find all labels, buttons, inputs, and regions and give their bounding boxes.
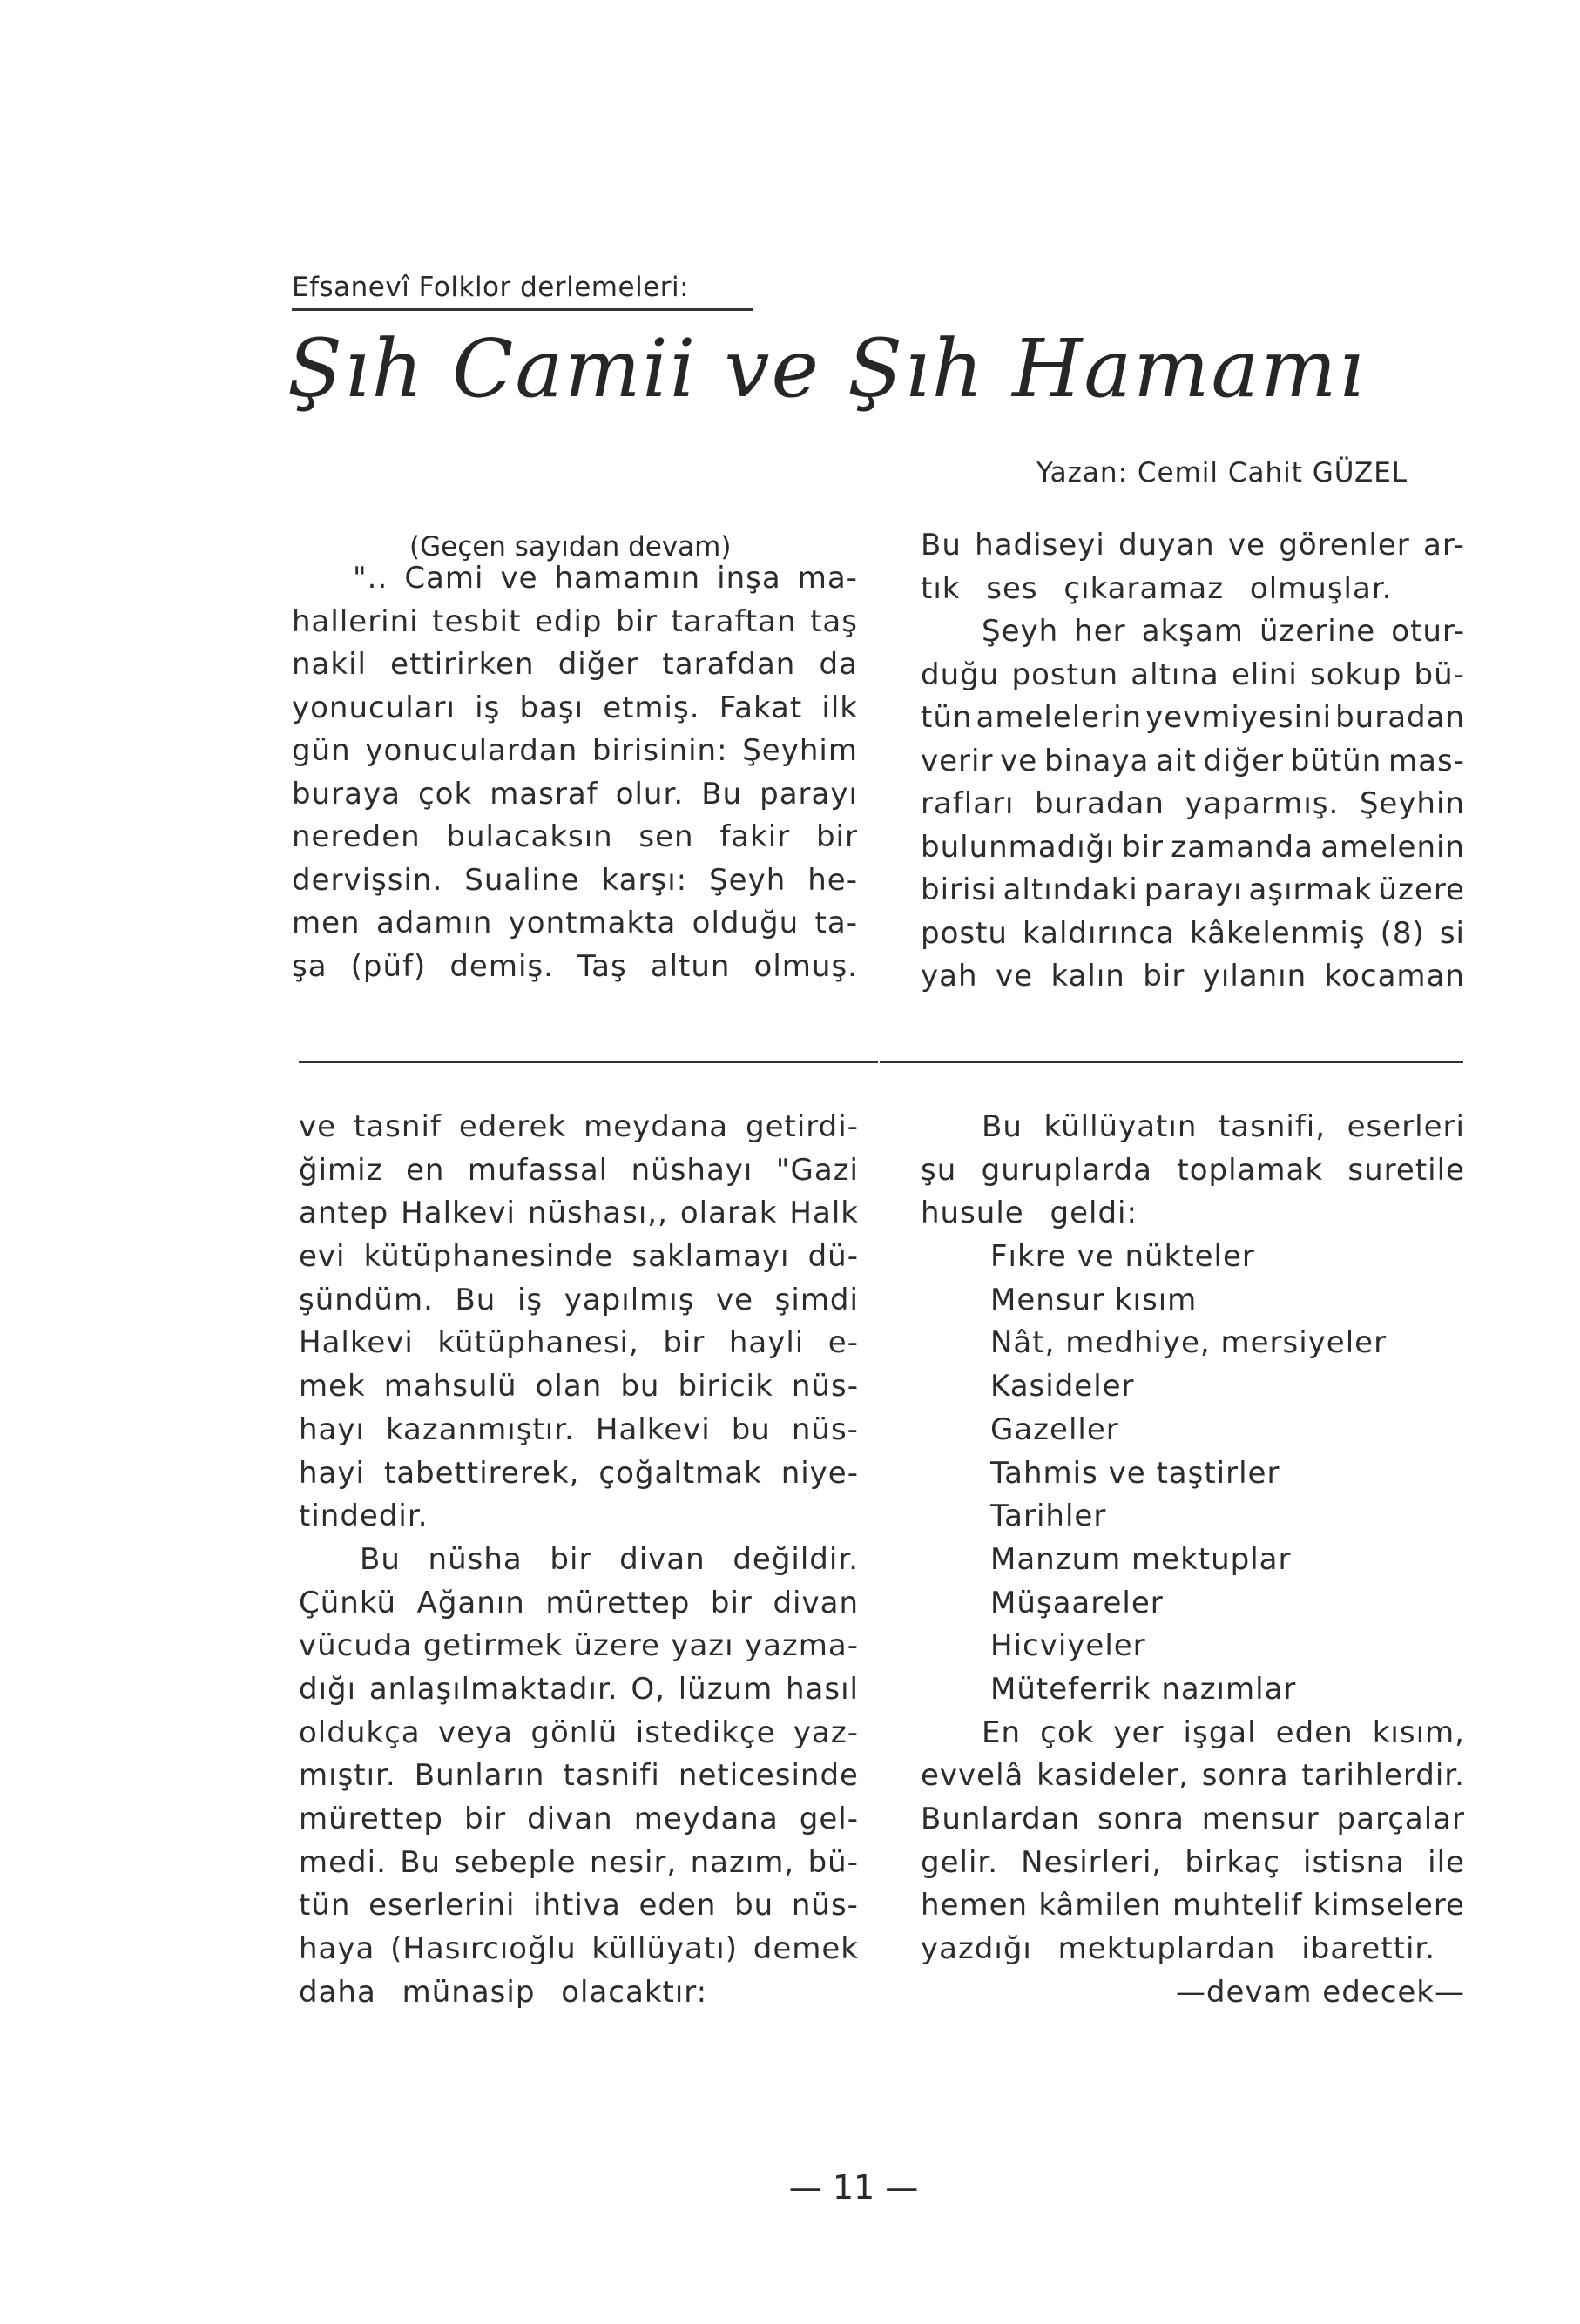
continued-marker: —devam edecek— bbox=[1175, 1974, 1465, 2010]
text-line: Halkevi kütüphanesi, bir hayli e- bbox=[299, 1325, 859, 1361]
text-line: evi kütüphanesinde saklamayı dü- bbox=[299, 1239, 859, 1275]
text-line: mürettep bir divan meydana gel- bbox=[299, 1802, 859, 1836]
list-item: Nât, medhiye, mersiyeler bbox=[990, 1325, 1388, 1361]
text-line: Bunlardan sonra mensur parçalar bbox=[921, 1802, 1465, 1836]
text-line: yazdığı mektuplardan ibarettir. bbox=[921, 1931, 1436, 1967]
text-line: Bu nüsha bir divan değildir. bbox=[360, 1541, 859, 1577]
text-line: buraya çok masraf olur. Bu parayı bbox=[292, 776, 858, 812]
text-line: ".. Cami ve hamamın inşa ma- bbox=[353, 561, 858, 596]
text-line: oldukça veya gönlü istedikçe yaz- bbox=[299, 1714, 859, 1750]
text-line: Şeyh her akşam üzerine otur- bbox=[982, 614, 1465, 649]
text-line: medi. Bu sebeple nesir, nazım, bü- bbox=[299, 1844, 859, 1880]
column-divider-rule-left bbox=[299, 1061, 878, 1063]
column-bottom-left bbox=[299, 1106, 859, 2014]
text-line: şa (püf) demiş. Taş altun olmuş. bbox=[292, 948, 858, 984]
author-line: Yazan: Cemil Cahit GÜZEL bbox=[1036, 457, 1408, 488]
column-bottom-right bbox=[921, 1106, 1465, 2014]
column-divider-rule-right bbox=[880, 1061, 1463, 1063]
text-line: duğu postun altına elini sokup bü- bbox=[921, 657, 1465, 692]
text-line: mıştır. Bunların tasnifi neticesinde bbox=[299, 1758, 859, 1794]
text-line: hallerini tesbit edip bir taraftan taş bbox=[292, 603, 858, 639]
list-item: Kasideler bbox=[990, 1369, 1135, 1405]
text-line: rafları buradan yaparmış. Şeyhin bbox=[921, 786, 1465, 821]
text-line: evvelâ kasideler, sonra tarihlerdir. bbox=[921, 1758, 1465, 1794]
text-line: yonucuları iş başı etmiş. Fakat ilk bbox=[292, 690, 858, 725]
text-line: mek mahsulü olan bu biricik nüs- bbox=[299, 1369, 859, 1405]
text-line: postu kaldırınca kâkelenmiş (8) si bbox=[921, 915, 1465, 951]
text-line: verir ve binaya ait diğer bütün mas- bbox=[921, 743, 1465, 778]
text-line: Bu hadiseyi duyan ve görenler ar- bbox=[921, 528, 1465, 562]
text-line: tün amelelerin yevmiyesini buradan bbox=[921, 700, 1465, 735]
continued-note: (Geçen sayıdan devam) bbox=[409, 531, 732, 562]
series-heading: Efsanevî Folklor derlemeleri: bbox=[292, 272, 753, 311]
text-line: bulunmadığı bir zamanda amelenin bbox=[921, 829, 1465, 865]
list-item: Müteferrik nazımlar bbox=[990, 1671, 1297, 1707]
text-line: vücuda getirmek üzere yazı yazma- bbox=[299, 1628, 859, 1664]
text-line: Bu küllüyatın tasnifi, eserleri bbox=[982, 1109, 1465, 1144]
text-line: hayı kazanmıştır. Halkevi bu nüs- bbox=[299, 1411, 859, 1447]
text-line: tün eserlerini ihtiva eden bu nüs- bbox=[299, 1888, 859, 1923]
article-title: Şıh Camii ve Şıh Hamamı bbox=[287, 322, 1366, 415]
text-line: hayi tabettirerek, çoğaltmak niye- bbox=[299, 1455, 859, 1491]
text-line: tindedir. bbox=[299, 1499, 429, 1534]
list-item: Tahmis ve taştirler bbox=[990, 1455, 1280, 1491]
text-line: şu guruplarda toplamak suretile bbox=[921, 1152, 1465, 1188]
column-top-left bbox=[292, 557, 858, 988]
list-item: Hicviyeler bbox=[990, 1628, 1146, 1664]
text-line: Çünkü Ağanın mürettep bir divan bbox=[299, 1585, 859, 1620]
text-line: haya (Hasırcıoğlu küllüyatı) demek bbox=[299, 1931, 859, 1967]
text-line: gelir. Nesirleri, birkaç istisna ile bbox=[921, 1844, 1465, 1880]
list-item: Müşaareler bbox=[990, 1585, 1164, 1620]
text-line: ve tasnif ederek meydana getirdi- bbox=[299, 1109, 859, 1144]
text-line: husule geldi: bbox=[921, 1196, 1138, 1231]
list-item: Fıkre ve nükteler bbox=[990, 1239, 1255, 1275]
list-item: Mensur kısım bbox=[990, 1282, 1198, 1317]
text-line: dervişsin. Sualine karşı: Şeyh he- bbox=[292, 862, 858, 898]
text-line: hemen kâmilen muhtelif kimselere bbox=[921, 1888, 1465, 1923]
text-line: antep Halkevi nüshası,, olarak Halk bbox=[299, 1196, 859, 1231]
text-line: nakil ettirirken diğer tarafdan da bbox=[292, 647, 858, 682]
list-item: Gazeller bbox=[990, 1411, 1119, 1447]
text-line: birisi altındaki parayı aşırmak üzere bbox=[921, 872, 1465, 907]
page-number: — 11 — bbox=[788, 2168, 919, 2206]
text-line: dığı anlaşılmaktadır. O, lüzum hasıl bbox=[299, 1671, 859, 1707]
text-line: men adamın yontmakta olduğu ta- bbox=[292, 906, 858, 940]
text-line: şündüm. Bu iş yapılmış ve şimdi bbox=[299, 1282, 859, 1317]
text-line: nereden bulacaksın sen fakir bir bbox=[292, 819, 858, 854]
list-item: Manzum mektuplar bbox=[990, 1541, 1292, 1577]
column-top-right bbox=[921, 524, 1465, 999]
text-line: ğimiz en mufassal nüshayı "Gazi bbox=[299, 1152, 859, 1188]
list-item: Tarihler bbox=[990, 1499, 1107, 1534]
text-line: tık ses çıkaramaz olmuşlar. bbox=[921, 570, 1393, 606]
text-line: gün yonuculardan birisinin: Şeyhim bbox=[292, 733, 858, 768]
text-line: En çok yer işgal eden kısım, bbox=[982, 1714, 1465, 1750]
text-line: yah ve kalın bir yılanın kocaman bbox=[921, 959, 1465, 994]
text-line: daha münasip olacaktır: bbox=[299, 1974, 708, 2010]
